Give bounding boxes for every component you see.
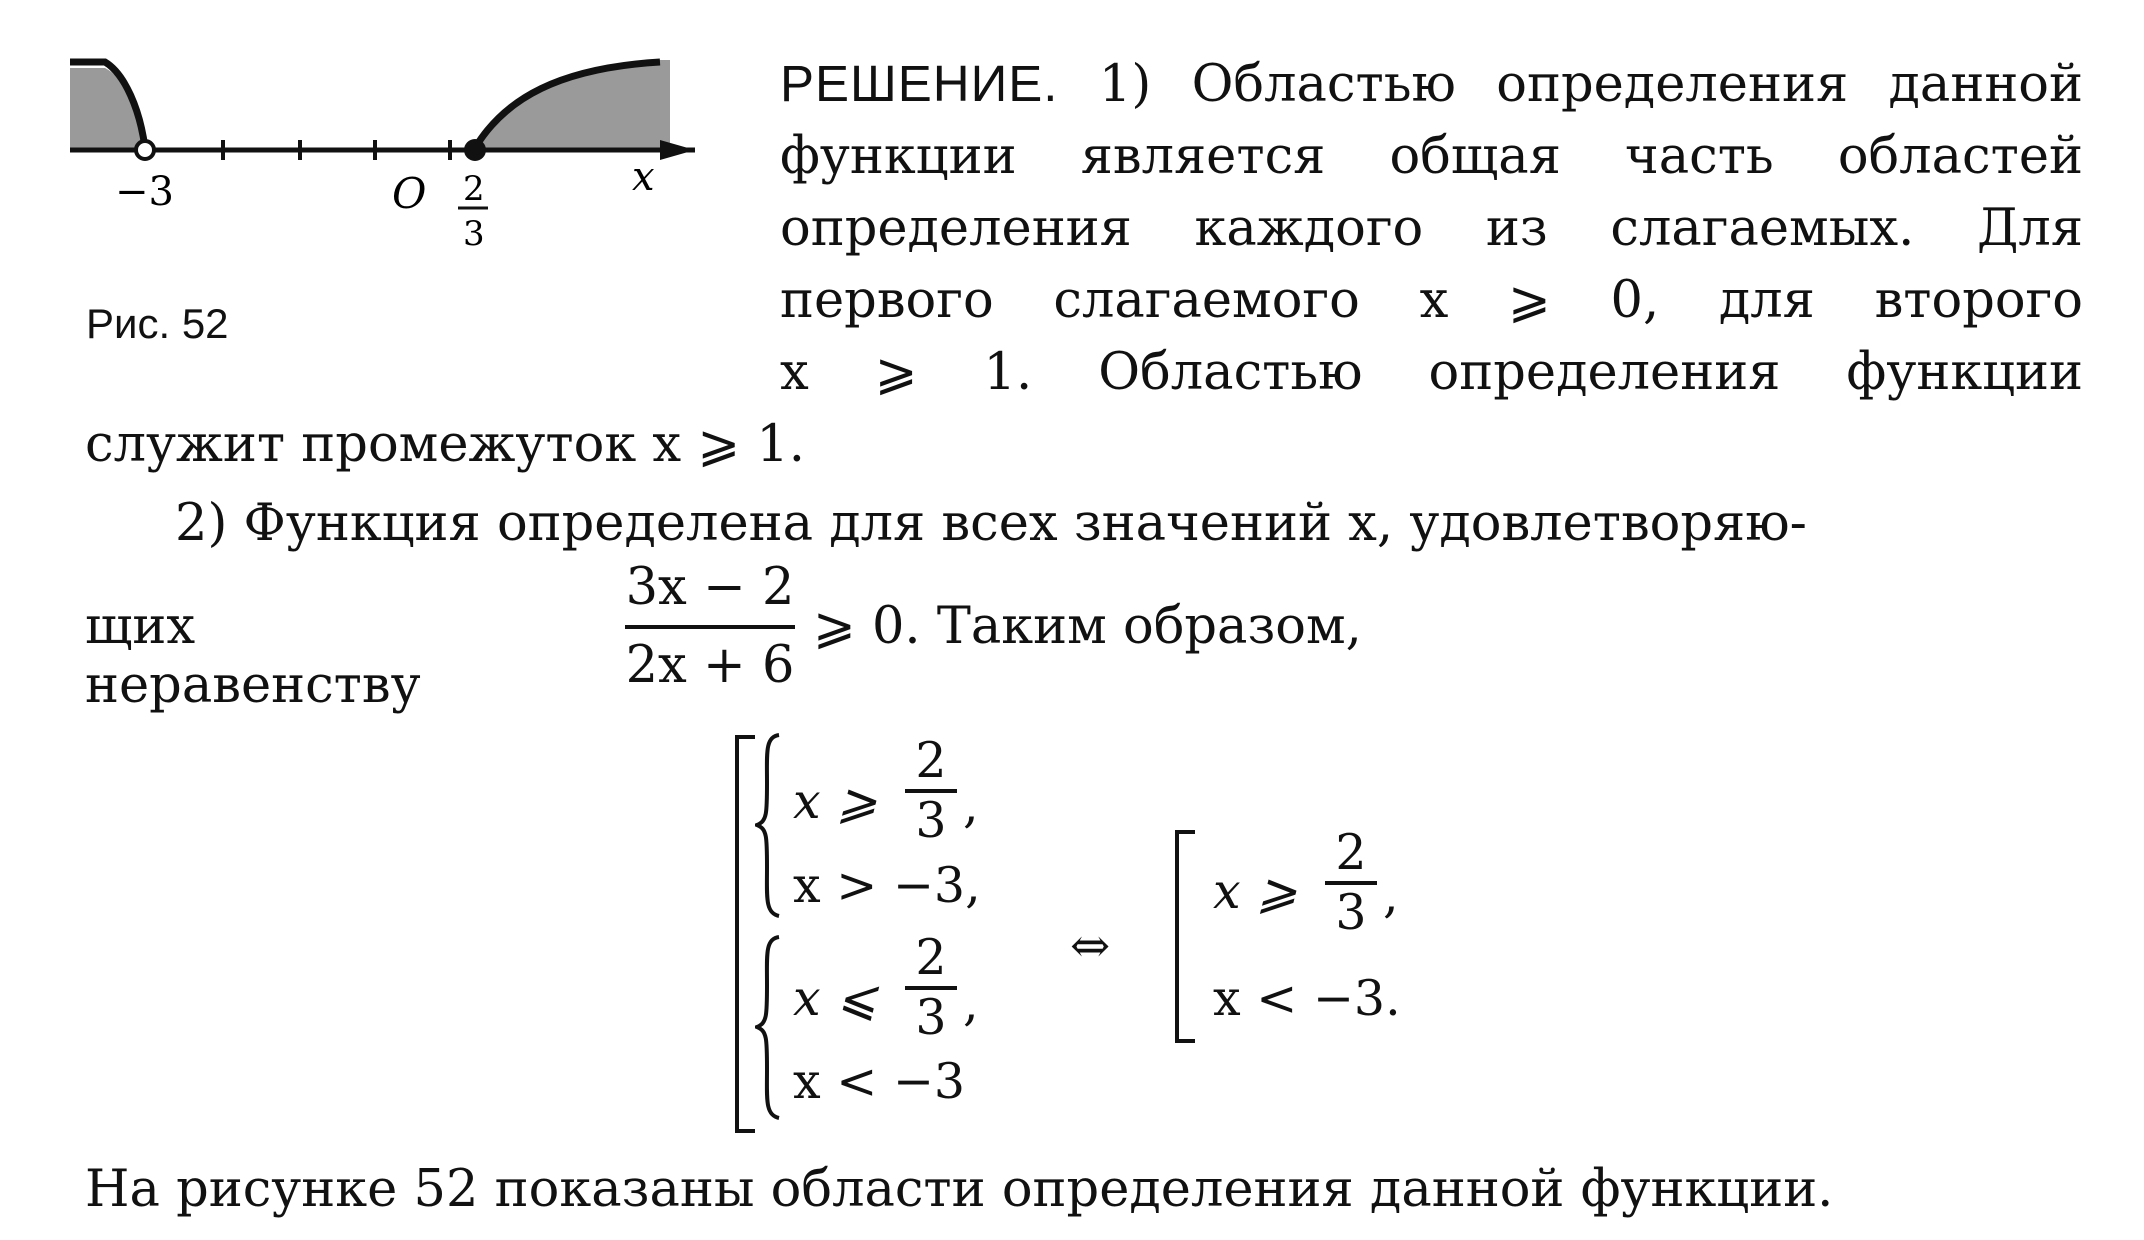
result-line-1 xyxy=(1213,863,1297,920)
outer-bracket-left xyxy=(735,735,755,1133)
brace-bottom xyxy=(755,935,785,1120)
solution-line-3: определения каждого из слагаемых. Для xyxy=(780,199,2083,258)
brace-top xyxy=(755,733,785,918)
solution-line-1-text: 1) Областью определения данной xyxy=(1098,55,2084,114)
mini-numerator: 2 xyxy=(915,929,947,986)
system-b-comma: , xyxy=(963,975,979,1032)
mini-denominator: 3 xyxy=(915,989,947,1046)
solution-line-6: служит промежуток x ⩾ 1. xyxy=(85,415,806,474)
solution-paragraph xyxy=(85,48,2083,481)
inequality-prefix: щих неравенству xyxy=(85,597,421,715)
mini-numerator: 2 xyxy=(1335,824,1367,881)
system-a-line-1-text: x ⩾ xyxy=(793,773,878,830)
inequality-suffix: ⩾ 0. Таким образом, xyxy=(813,597,1362,656)
mini-numerator: 2 xyxy=(915,732,947,789)
system-b-line-1 xyxy=(793,970,877,1027)
system-a-line-2: x > −3, xyxy=(793,857,981,914)
fraction-numerator: 3x − 2 xyxy=(625,558,795,617)
second-line-1-text: 2) Функция определена для всех значений x, удовлетворяю- xyxy=(175,494,1807,553)
second-line-1 xyxy=(85,494,1807,553)
result-line-2: x < −3. xyxy=(1213,970,1401,1027)
fraction-denominator: 2x + 6 xyxy=(625,636,795,695)
figure-caption: Рис. 52 xyxy=(86,300,229,347)
label-x-axis: x xyxy=(632,154,655,200)
system-a-comma: , xyxy=(963,777,979,834)
fraction-bar xyxy=(625,625,795,629)
system-b-fraction xyxy=(905,930,957,1046)
result-line-1-text: x ⩾ xyxy=(1213,863,1298,920)
second-part xyxy=(85,488,2083,560)
system-b-line-1-text: x ⩽ xyxy=(793,970,878,1027)
label-two: 2 xyxy=(463,169,485,209)
label-three: 3 xyxy=(463,214,485,254)
solution-line-1 xyxy=(780,48,2083,121)
result-fraction xyxy=(1325,825,1377,941)
right-bracket xyxy=(1175,830,1195,1043)
solution-line-5: x ⩾ 1. Областью определения функции xyxy=(780,343,2083,402)
final-sentence: На рисунке 52 показаны области определения данной функции. xyxy=(85,1160,1834,1219)
mini-denominator: 3 xyxy=(1335,884,1367,941)
solution-label: РЕШЕНИЕ. xyxy=(780,55,1059,112)
mini-denominator: 3 xyxy=(915,792,947,849)
solution-line-2: функции является общая часть областей xyxy=(780,127,2083,186)
label-origin: O xyxy=(392,169,427,218)
result-comma: , xyxy=(1383,867,1399,924)
system-b-line-2: x < −3 xyxy=(793,1053,966,1110)
system-a-fraction xyxy=(905,733,957,849)
inequality-fraction xyxy=(625,555,795,699)
system-a-line-1 xyxy=(793,773,877,830)
equivalence-sign: ⇔ xyxy=(1070,918,1111,974)
label-minus-three: −3 xyxy=(115,169,174,215)
solution-line-4: первого слагаемого x ⩾ 0, для второго xyxy=(780,271,2083,330)
